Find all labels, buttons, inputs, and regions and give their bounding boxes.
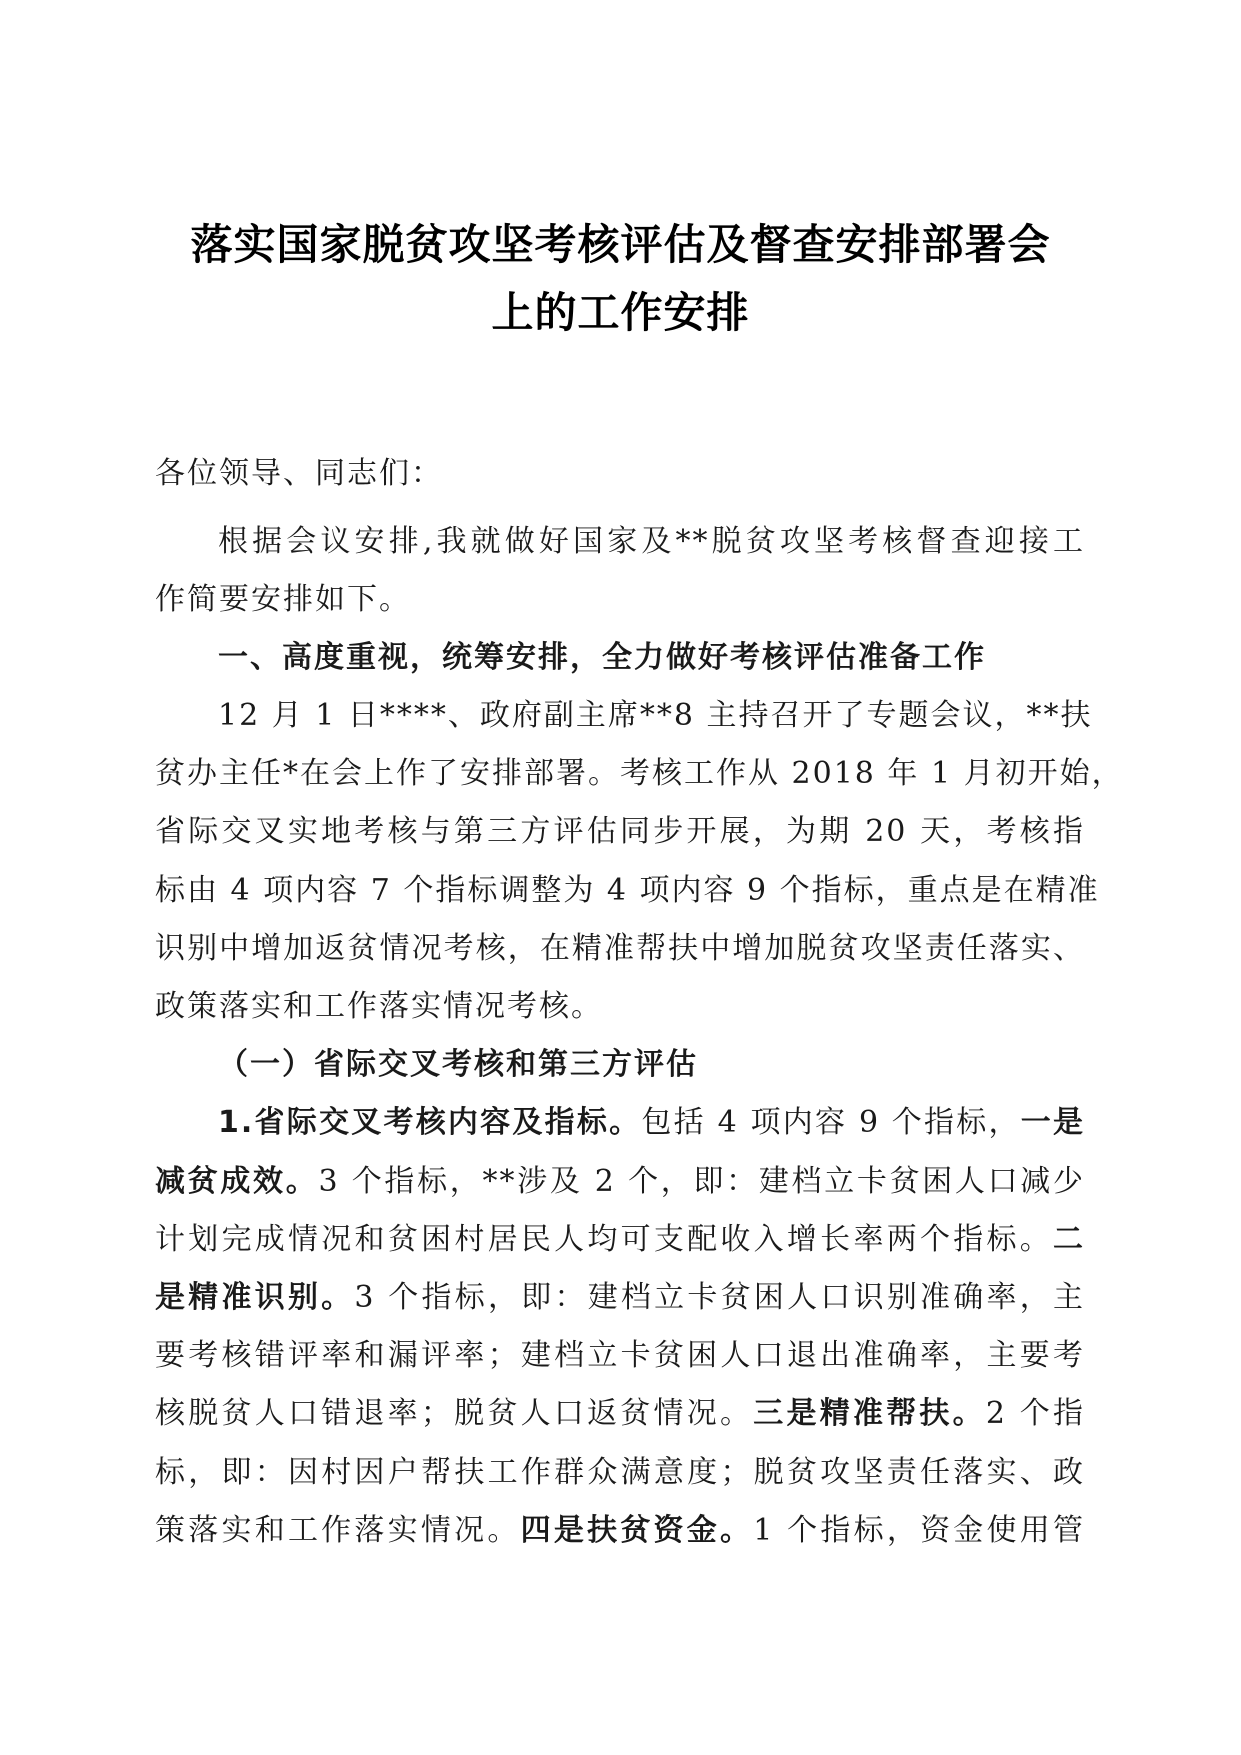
item-bold: 一是 bbox=[1020, 1105, 1086, 1140]
item-line: 要考核错评率和漏评率；建档立卡贫困人口退出准确率，主要考 bbox=[155, 1338, 1085, 1373]
intro-line-1: 根据会议安排,我就做好国家及**脱贫攻坚考核督查迎接工 bbox=[218, 524, 1085, 559]
item-line bbox=[218, 1103, 1085, 1143]
item-line bbox=[155, 1220, 1085, 1260]
item-line bbox=[155, 1394, 1085, 1434]
item-bold: 四是扶贫资金。 bbox=[520, 1513, 754, 1548]
document-title-line-1: 落实国家脱贫攻坚考核评估及督查安排部署会 bbox=[190, 220, 1051, 269]
item-line bbox=[155, 1511, 1085, 1551]
paragraph-line: 识别中增加返贫情况考核，在精准帮扶中增加脱贫攻坚责任落实、 bbox=[155, 931, 1085, 966]
item-text: 3 个指标，即：建档立卡贫困人口识别准确率，主 bbox=[354, 1280, 1086, 1315]
item-bold: 二 bbox=[1053, 1222, 1085, 1257]
subsection-heading-1: （一）省际交叉考核和第三方评估 bbox=[218, 1047, 698, 1082]
item-text: 包括 4 项内容 9 个指标， bbox=[641, 1105, 1021, 1140]
item-bold: 三是精准帮扶。 bbox=[753, 1396, 986, 1431]
intro-line-2: 作简要安排如下。 bbox=[155, 582, 411, 617]
paragraph-line: 政策落实和工作落实情况考核。 bbox=[155, 989, 603, 1024]
paragraph-line: 贫办主任*在会上作了安排部署。考核工作从 2018 年 1 月初开始， bbox=[155, 756, 1124, 791]
item-lead-bold: 1.省际交叉考核内容及指标。 bbox=[218, 1105, 642, 1140]
item-text: 核脱贫人口错退率；脱贫人口返贫情况。 bbox=[155, 1396, 754, 1431]
item-line bbox=[155, 1278, 1085, 1318]
item-line bbox=[155, 1162, 1085, 1202]
item-text: 1 个指标，资金使用管 bbox=[753, 1513, 1086, 1548]
item-text: 2 个指 bbox=[985, 1396, 1086, 1431]
item-line: 标，即：因村因户帮扶工作群众满意度；脱贫攻坚责任落实、政 bbox=[155, 1455, 1085, 1490]
item-bold: 减贫成效。 bbox=[155, 1164, 319, 1199]
document-title-line-2: 上的工作安排 bbox=[491, 288, 750, 337]
paragraph-line: 省际交叉实地考核与第三方评估同步开展，为期 20 天，考核指 bbox=[155, 814, 1085, 849]
item-bold: 是精准识别。 bbox=[155, 1280, 355, 1315]
salutation: 各位领导、同志们： bbox=[155, 456, 443, 491]
section-heading-1: 一、高度重视，统筹安排，全力做好考核评估准备工作 bbox=[218, 640, 986, 675]
item-text: 3 个指标，**涉及 2 个，即：建档立卡贫困人口减少 bbox=[318, 1164, 1085, 1199]
item-text: 计划完成情况和贫困村居民人均可支配收入增长率两个指标。 bbox=[155, 1222, 1053, 1257]
item-text: 策落实和工作落实情况。 bbox=[155, 1513, 521, 1548]
paragraph-line: 标由 4 项内容 7 个指标调整为 4 项内容 9 个指标，重点是在精准 bbox=[155, 873, 1100, 908]
paragraph-line: 12 月 1 日****、政府副主席**8 主持召开了专题会议，**扶 bbox=[218, 698, 1093, 733]
